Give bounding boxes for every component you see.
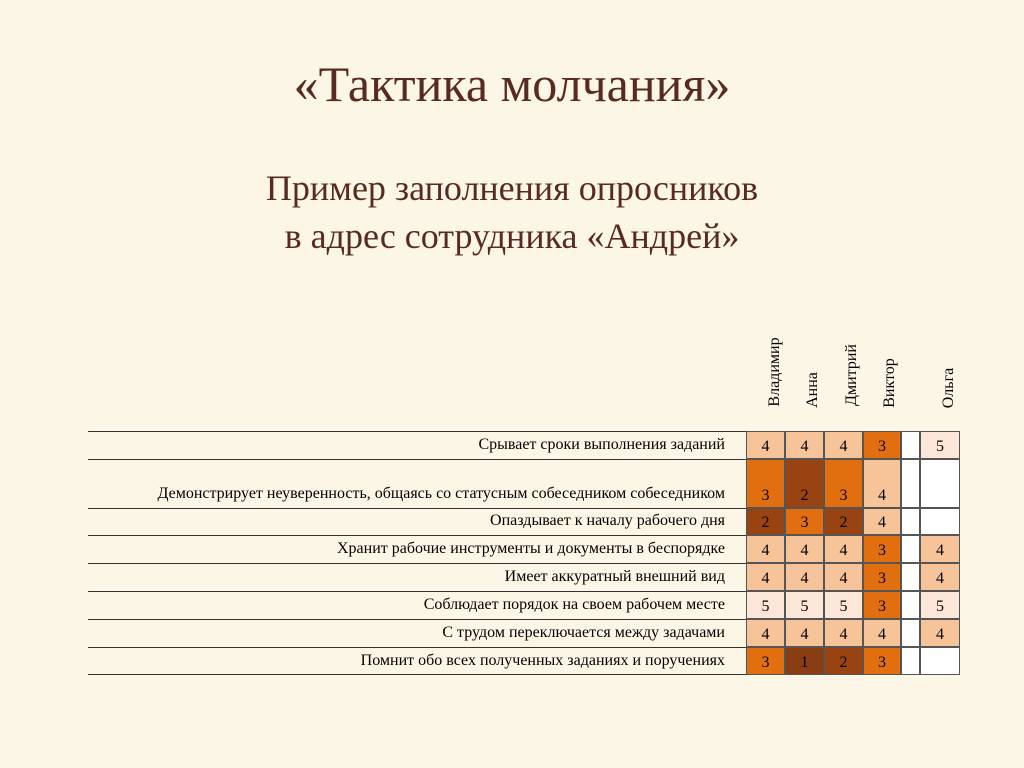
score-cell: [863, 619, 901, 647]
score-cell: [920, 535, 960, 563]
score-cell: [920, 431, 960, 459]
row-label: Демонстрирует неуверенность, общаясь со статусным собеседником собеседником: [157, 485, 725, 502]
row-label: Хранит рабочие инструменты и документы в беспорядке: [336, 540, 725, 557]
score-cell: [920, 563, 960, 591]
score-value: 3: [878, 654, 886, 671]
row-label: Опаздывает к началу рабочего дня: [490, 512, 725, 529]
row-label: Срывает сроки выполнения заданий: [478, 436, 725, 453]
score-value: 2: [800, 487, 809, 504]
score-cell: [863, 647, 901, 675]
score-value: 4: [936, 626, 944, 643]
score-cell: [901, 535, 920, 563]
score-cell: [746, 459, 785, 508]
table-row: [88, 591, 747, 620]
score-cell: [901, 619, 920, 647]
score-cell: [824, 647, 863, 675]
score-cell: [901, 508, 920, 535]
table-bottom-border: [88, 674, 747, 675]
score-cell: [824, 431, 863, 459]
score-cell: [746, 619, 785, 647]
respondent-name: Владимир: [766, 337, 783, 407]
respondent-name: Дмитрий: [843, 344, 860, 406]
score-value: 5: [800, 598, 809, 615]
score-cell: [785, 563, 824, 591]
table-row: [88, 563, 747, 592]
score-value: 4: [839, 542, 848, 559]
score-value: 5: [936, 598, 944, 615]
respondent-name: Ольга: [940, 367, 957, 409]
score-cell: [920, 619, 960, 647]
row-label: С трудом переключается между задачами: [442, 624, 725, 641]
score-value: 4: [761, 626, 770, 643]
score-value: 4: [761, 570, 770, 587]
score-cell: [746, 431, 785, 459]
score-value: 3: [878, 438, 886, 455]
score-value: 3: [878, 570, 886, 587]
score-cell: [863, 459, 901, 508]
score-cell: [785, 647, 824, 675]
score-value: 3: [878, 542, 886, 559]
score-value: 4: [839, 438, 848, 455]
score-cell: [824, 563, 863, 591]
score-cell: [901, 563, 920, 591]
score-cell: [920, 647, 960, 675]
score-cell: [746, 508, 785, 535]
score-cell: [746, 647, 785, 675]
respondent-name: Виктор: [881, 358, 898, 408]
score-value: 4: [839, 570, 848, 587]
score-value: 3: [800, 514, 809, 531]
score-value: 4: [936, 570, 944, 587]
score-cell: [785, 619, 824, 647]
slide-title: «Тактика молчания»: [293, 56, 731, 112]
score-value: 4: [839, 626, 848, 643]
score-cell: [863, 508, 901, 535]
score-cell: [901, 459, 920, 508]
score-value: 2: [761, 514, 770, 531]
score-cell: [785, 508, 824, 535]
row-label: Помнит обо всех полученных заданиях и поручениях: [360, 652, 725, 669]
score-cell: [785, 591, 824, 619]
score-value: 4: [878, 626, 886, 643]
score-cell: [863, 431, 901, 459]
row-label: Имеет аккуратный внешний вид: [504, 568, 725, 585]
score-cell: [746, 535, 785, 563]
score-cell: [863, 591, 901, 619]
score-cell: [824, 591, 863, 619]
subtitle-line-2: в адрес сотрудника «Андрей»: [284, 216, 740, 256]
table-row: [88, 431, 747, 460]
row-label: Соблюдает порядок на своем рабочем месте: [423, 596, 725, 613]
score-cell: [920, 508, 960, 535]
score-cell: [746, 563, 785, 591]
score-cell: [746, 591, 785, 619]
score-value: 4: [878, 514, 886, 531]
subtitle-line-1: Пример заполнения опросников: [265, 168, 759, 208]
score-value: 2: [839, 514, 848, 531]
score-cell: [901, 647, 920, 675]
score-cell: [824, 619, 863, 647]
table-row: [88, 535, 747, 564]
score-value: 2: [839, 654, 848, 671]
score-value: 4: [761, 438, 770, 455]
score-value: 3: [878, 598, 886, 615]
score-cell: [920, 459, 960, 508]
score-cell: [863, 563, 901, 591]
score-value: 5: [761, 598, 770, 615]
score-value: 4: [800, 626, 809, 643]
score-value: 3: [839, 487, 848, 504]
score-value: 4: [761, 542, 770, 559]
score-cell: [901, 591, 920, 619]
score-cell: [824, 459, 863, 508]
score-cell: [920, 591, 960, 619]
score-value: 4: [878, 487, 886, 504]
table-row: [88, 619, 747, 648]
score-value: 3: [761, 487, 770, 504]
score-value: 4: [800, 570, 809, 587]
score-cell: [785, 431, 824, 459]
score-cell: [785, 459, 824, 508]
score-cell: [824, 535, 863, 563]
score-cell: [863, 535, 901, 563]
score-cell: [785, 535, 824, 563]
score-value: 5: [839, 598, 848, 615]
score-cell: [824, 508, 863, 535]
table-row: [88, 647, 747, 676]
table-row: [88, 459, 747, 509]
score-value: 5: [936, 438, 944, 455]
score-cell: [901, 431, 920, 459]
score-value: 4: [936, 542, 944, 559]
score-value: 4: [800, 542, 809, 559]
table-row: [88, 508, 747, 536]
score-value: 3: [761, 654, 770, 671]
score-value: 1: [800, 654, 809, 671]
respondent-name: Анна: [804, 372, 821, 408]
score-value: 4: [800, 438, 809, 455]
